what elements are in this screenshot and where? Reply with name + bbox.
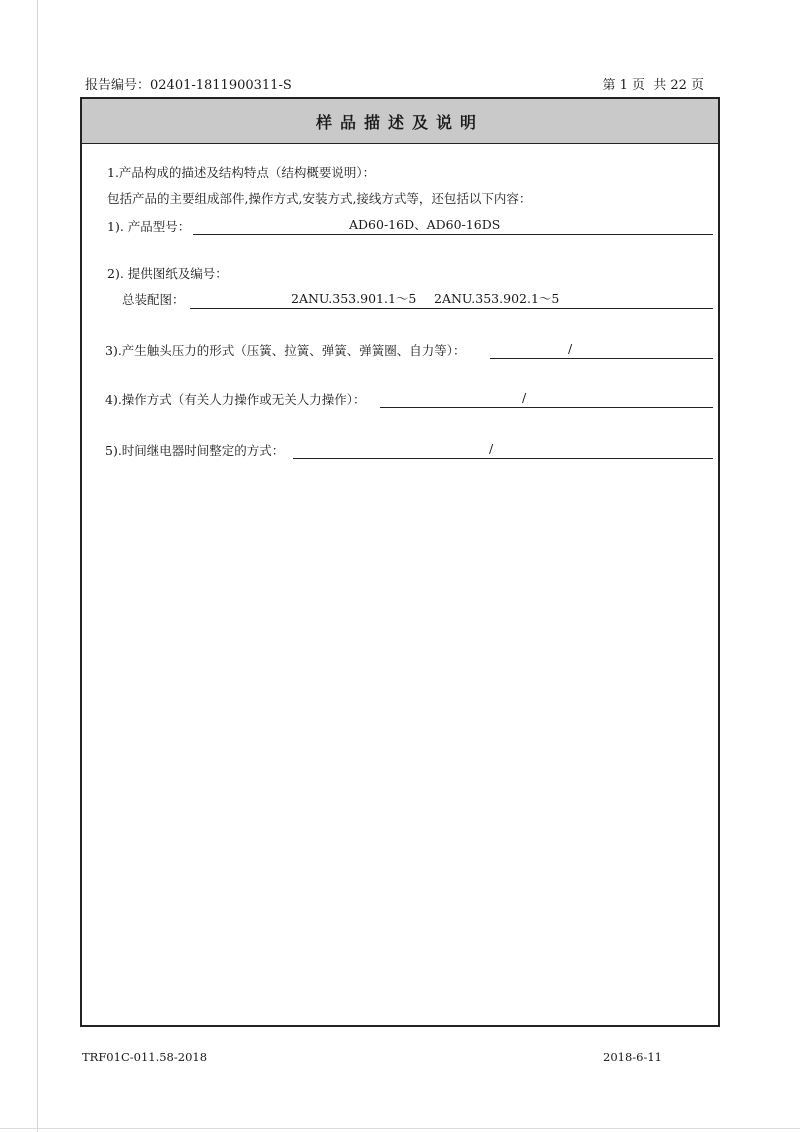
time-relay-label: 5).时间继电器时间整定的方式： bbox=[105, 443, 285, 458]
assembly-drawing-label: 总装配图： bbox=[122, 292, 185, 307]
model-value: AD60-16D、AD60-16DS bbox=[349, 217, 501, 232]
contact-pressure-label: 3).产生触头压力的形式（压簧、拉簧、弹簧、弹簧圈、自力等）： bbox=[105, 343, 466, 358]
page-current: 第 1 页 bbox=[602, 78, 646, 93]
form-title: 样品描述及说明 bbox=[82, 99, 718, 144]
drawings-field bbox=[190, 292, 713, 309]
scan-edge bbox=[0, 1128, 800, 1129]
time-relay-value: / bbox=[489, 441, 494, 456]
contact-pressure-field bbox=[490, 342, 713, 359]
section-heading: 1.产品构成的描述及结构特点（结构概要说明）： bbox=[107, 165, 376, 180]
section-intro: 包括产品的主要组成部件,操作方式,安装方式,接线方式等，还包括以下内容： bbox=[107, 191, 532, 206]
drawings-label: 2). 提供图纸及编号： bbox=[107, 266, 228, 281]
operation-value: / bbox=[522, 390, 527, 405]
form-number: TRF01C-011.58-2018 bbox=[82, 1050, 208, 1064]
operation-label: 4).操作方式（有关人力操作或无关人力操作）： bbox=[105, 392, 366, 407]
page-total: 共 22 页 bbox=[653, 78, 704, 93]
report-number: 报告编号：02401-1811900311-S bbox=[85, 78, 292, 93]
form-frame bbox=[80, 97, 720, 1027]
contact-pressure-value: / bbox=[568, 341, 573, 356]
drawing-number-2: 2ANU.353.902.1～5 bbox=[434, 291, 560, 306]
operation-field bbox=[380, 391, 713, 408]
drawing-number-1: 2ANU.353.901.1～5 bbox=[291, 291, 417, 306]
issue-date: 2018-6-11 bbox=[603, 1050, 662, 1064]
page-indicator bbox=[599, 78, 705, 94]
model-label: 1). 产品型号： bbox=[107, 219, 191, 234]
time-relay-field bbox=[293, 442, 713, 459]
scan-edge bbox=[37, 0, 38, 1132]
model-field bbox=[193, 218, 713, 235]
